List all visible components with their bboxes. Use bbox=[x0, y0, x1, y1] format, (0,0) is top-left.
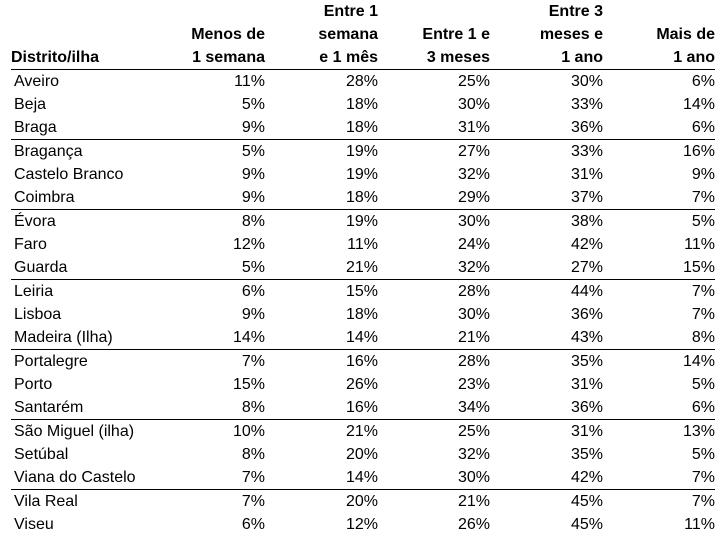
cell-1-3-meses: 32% bbox=[457, 166, 490, 183]
district-name: Leiria bbox=[11, 280, 176, 304]
cell-mais-1-ano: 5% bbox=[691, 446, 715, 463]
cell-3-meses-1-ano: 35% bbox=[570, 446, 603, 463]
cell-1-semana-1-mes: 19% bbox=[265, 140, 378, 164]
cell-mais-1-ano: 7% bbox=[603, 490, 715, 514]
cell-1-semana-1-mes: 28% bbox=[345, 73, 378, 90]
cell-1-3-meses: 28% bbox=[378, 350, 490, 374]
cell-mais-1-ano: 13% bbox=[603, 420, 715, 444]
cell-1-semana-1-mes: 20% bbox=[345, 446, 378, 463]
cell-3-meses-1-ano: 35% bbox=[490, 350, 603, 374]
cell-menos-1-semana: 9% bbox=[241, 119, 265, 136]
district-name: Lisboa bbox=[14, 306, 62, 323]
cell-menos-1-semana: 12% bbox=[232, 236, 265, 253]
cell-3-meses-1-ano: 38% bbox=[490, 210, 603, 234]
district-name: Braga bbox=[14, 119, 57, 136]
district-name: Castelo Branco bbox=[14, 166, 124, 183]
header-line: e 1 mês bbox=[319, 49, 378, 66]
cell-1-3-meses: 28% bbox=[378, 280, 490, 304]
cell-1-3-meses: 29% bbox=[457, 189, 490, 206]
cell-1-3-meses: 26% bbox=[457, 516, 490, 533]
cell-3-meses-1-ano: 30% bbox=[570, 73, 603, 90]
cell-menos-1-semana: 9% bbox=[241, 306, 265, 323]
cell-1-semana-1-mes: 12% bbox=[345, 516, 378, 533]
cell-1-semana-1-mes: 26% bbox=[345, 376, 378, 393]
district-name: Bragança bbox=[11, 140, 176, 164]
cell-3-meses-1-ano: 44% bbox=[490, 280, 603, 304]
district-name: Viana do Castelo bbox=[14, 469, 136, 486]
cell-3-meses-1-ano: 36% bbox=[570, 399, 603, 416]
table-row bbox=[11, 443, 715, 466]
table-row bbox=[11, 490, 715, 514]
table-row bbox=[11, 70, 715, 94]
cell-mais-1-ano: 7% bbox=[603, 280, 715, 304]
table-row bbox=[11, 326, 715, 350]
cell-mais-1-ano: 5% bbox=[691, 376, 715, 393]
cell-1-semana-1-mes: 21% bbox=[345, 259, 378, 276]
cell-3-meses-1-ano: 31% bbox=[490, 420, 603, 444]
header-1-semana-1-mes bbox=[265, 0, 378, 70]
district-name: Coimbra bbox=[14, 189, 75, 206]
cell-3-meses-1-ano: 36% bbox=[570, 119, 603, 136]
cell-mais-1-ano: 14% bbox=[603, 350, 715, 374]
cell-1-3-meses: 32% bbox=[457, 446, 490, 463]
cell-3-meses-1-ano: 37% bbox=[570, 189, 603, 206]
cell-1-3-meses: 30% bbox=[457, 469, 490, 486]
cell-menos-1-semana: 7% bbox=[176, 350, 265, 374]
cell-mais-1-ano: 14% bbox=[682, 96, 715, 113]
cell-1-semana-1-mes: 18% bbox=[345, 189, 378, 206]
cell-1-semana-1-mes: 19% bbox=[265, 210, 378, 234]
table-row bbox=[11, 210, 715, 234]
cell-1-semana-1-mes: 21% bbox=[265, 420, 378, 444]
district-name: Aveiro bbox=[14, 73, 60, 90]
table-row bbox=[11, 140, 715, 164]
cell-1-3-meses: 31% bbox=[457, 119, 490, 136]
cell-3-meses-1-ano: 45% bbox=[490, 490, 603, 514]
cell-mais-1-ano: 7% bbox=[691, 469, 715, 486]
cell-mais-1-ano: 6% bbox=[691, 73, 715, 90]
header-line: semana bbox=[318, 26, 378, 43]
cell-menos-1-semana: 9% bbox=[241, 166, 265, 183]
cell-mais-1-ano: 15% bbox=[682, 259, 715, 276]
header-line: Mais de bbox=[656, 26, 715, 43]
table-row bbox=[11, 350, 715, 374]
table-row bbox=[11, 396, 715, 420]
cell-1-3-meses: 27% bbox=[378, 140, 490, 164]
cell-mais-1-ano: 16% bbox=[603, 140, 715, 164]
cell-1-3-meses: 25% bbox=[457, 73, 490, 90]
header-1-3-meses bbox=[378, 0, 490, 70]
cell-1-3-meses: 25% bbox=[378, 420, 490, 444]
table-row bbox=[11, 303, 715, 326]
header-mais-1-ano bbox=[603, 0, 715, 70]
header-line: 1 semana bbox=[192, 49, 265, 66]
cell-menos-1-semana: 11% bbox=[234, 73, 265, 90]
cell-menos-1-semana: 10% bbox=[176, 420, 265, 444]
cell-3-meses-1-ano: 43% bbox=[570, 329, 603, 346]
cell-menos-1-semana: 9% bbox=[241, 189, 265, 206]
cell-mais-1-ano: 5% bbox=[603, 210, 715, 234]
cell-mais-1-ano: 9% bbox=[691, 166, 715, 183]
table-row bbox=[11, 420, 715, 444]
district-name: Setúbal bbox=[14, 446, 69, 463]
cell-mais-1-ano: 7% bbox=[691, 189, 715, 206]
table-row bbox=[11, 256, 715, 280]
district-name: São Miguel (ilha) bbox=[11, 420, 176, 444]
header-line: Entre 1 e bbox=[422, 26, 490, 43]
cell-menos-1-semana: 5% bbox=[241, 259, 265, 276]
header-line: Entre 3 bbox=[548, 3, 603, 20]
header-3-meses-1-ano bbox=[490, 0, 603, 70]
header-line: Distrito/ilha bbox=[11, 49, 100, 66]
district-name: Madeira (Ilha) bbox=[14, 329, 113, 346]
table-row bbox=[11, 373, 715, 396]
cell-menos-1-semana: 8% bbox=[241, 446, 265, 463]
header-line: 1 ano bbox=[561, 49, 603, 66]
cell-mais-1-ano: 7% bbox=[691, 306, 715, 323]
cell-1-semana-1-mes: 20% bbox=[265, 490, 378, 514]
cell-1-3-meses: 21% bbox=[378, 490, 490, 514]
cell-menos-1-semana: 8% bbox=[241, 399, 265, 416]
cell-3-meses-1-ano: 31% bbox=[570, 166, 603, 183]
cell-3-meses-1-ano: 27% bbox=[570, 259, 603, 276]
header-distrito bbox=[11, 0, 176, 70]
cell-mais-1-ano: 6% bbox=[691, 399, 715, 416]
cell-3-meses-1-ano: 36% bbox=[570, 306, 603, 323]
cell-3-meses-1-ano: 42% bbox=[570, 469, 603, 486]
table-row bbox=[11, 233, 715, 256]
cell-3-meses-1-ano: 31% bbox=[570, 376, 603, 393]
cell-1-semana-1-mes: 16% bbox=[265, 350, 378, 374]
cell-menos-1-semana: 6% bbox=[176, 280, 265, 304]
header-line: Entre 1 bbox=[323, 3, 378, 20]
table-row bbox=[11, 163, 715, 186]
header-line: 3 meses bbox=[426, 49, 490, 66]
cell-menos-1-semana: 6% bbox=[241, 516, 265, 533]
cell-1-3-meses: 32% bbox=[457, 259, 490, 276]
cell-mais-1-ano: 6% bbox=[691, 119, 715, 136]
cell-1-semana-1-mes: 11% bbox=[347, 236, 378, 253]
cell-1-semana-1-mes: 14% bbox=[345, 469, 378, 486]
cell-1-semana-1-mes: 18% bbox=[345, 96, 378, 113]
table-row bbox=[11, 513, 715, 536]
cell-1-semana-1-mes: 14% bbox=[345, 329, 378, 346]
cell-3-meses-1-ano: 33% bbox=[570, 96, 603, 113]
cell-1-3-meses: 30% bbox=[378, 210, 490, 234]
table-row bbox=[11, 186, 715, 210]
table-body bbox=[11, 70, 715, 537]
cell-1-semana-1-mes: 18% bbox=[345, 119, 378, 136]
header-row bbox=[11, 0, 715, 70]
table-row bbox=[11, 280, 715, 304]
cell-mais-1-ano: 11% bbox=[684, 236, 715, 253]
cell-1-3-meses: 34% bbox=[457, 399, 490, 416]
cell-1-semana-1-mes: 19% bbox=[345, 166, 378, 183]
cell-1-3-meses: 24% bbox=[457, 236, 490, 253]
district-name: Beja bbox=[14, 96, 47, 113]
table-row bbox=[11, 93, 715, 116]
district-name: Santarém bbox=[14, 399, 84, 416]
cell-1-semana-1-mes: 15% bbox=[265, 280, 378, 304]
cell-menos-1-semana: 5% bbox=[176, 140, 265, 164]
cell-3-meses-1-ano: 42% bbox=[570, 236, 603, 253]
cell-menos-1-semana: 15% bbox=[232, 376, 265, 393]
cell-1-3-meses: 30% bbox=[457, 306, 490, 323]
cell-mais-1-ano: 11% bbox=[684, 516, 715, 533]
district-name: Viseu bbox=[14, 516, 54, 533]
cell-1-semana-1-mes: 18% bbox=[345, 306, 378, 323]
header-line: meses e bbox=[539, 26, 603, 43]
district-name: Portalegre bbox=[11, 350, 176, 374]
header-line: 1 ano bbox=[673, 49, 715, 66]
cell-menos-1-semana: 7% bbox=[176, 490, 265, 514]
header-line: Menos de bbox=[191, 26, 265, 43]
district-name: Guarda bbox=[14, 259, 68, 276]
district-name: Faro bbox=[14, 236, 47, 253]
cell-1-3-meses: 21% bbox=[457, 329, 490, 346]
cell-menos-1-semana: 14% bbox=[232, 329, 265, 346]
cell-mais-1-ano: 8% bbox=[691, 329, 715, 346]
cell-1-semana-1-mes: 16% bbox=[345, 399, 378, 416]
table-row bbox=[11, 466, 715, 490]
district-name: Porto bbox=[14, 376, 53, 393]
cell-menos-1-semana: 5% bbox=[241, 96, 265, 113]
cell-1-3-meses: 30% bbox=[457, 96, 490, 113]
table-row bbox=[11, 116, 715, 140]
district-name: Évora bbox=[11, 210, 176, 234]
cell-3-meses-1-ano: 33% bbox=[490, 140, 603, 164]
header-menos-1-semana bbox=[176, 0, 265, 70]
cell-menos-1-semana: 7% bbox=[241, 469, 265, 486]
cell-1-3-meses: 23% bbox=[457, 376, 490, 393]
cell-menos-1-semana: 8% bbox=[176, 210, 265, 234]
data-table bbox=[11, 0, 715, 536]
cell-3-meses-1-ano: 45% bbox=[570, 516, 603, 533]
district-name: Vila Real bbox=[11, 490, 176, 514]
